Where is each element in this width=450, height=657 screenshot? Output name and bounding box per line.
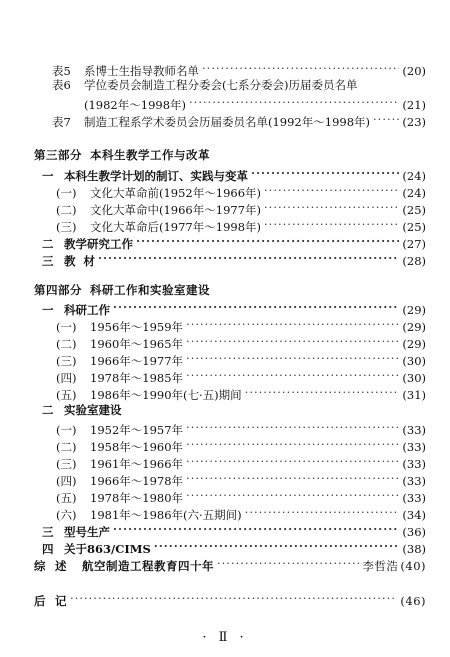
toc-entry-title: 1966年～1978年: [90, 474, 184, 488]
toc-entry-page: (33): [402, 440, 426, 454]
toc-entry-page: (25): [402, 203, 426, 217]
toc-entry-number: 二: [42, 237, 54, 251]
dot-leader: [245, 505, 400, 519]
toc-entry-page: (28): [402, 254, 426, 268]
toc-part-title: 本科生教学工作与改革: [90, 148, 210, 162]
toc-subsection: [56, 488, 426, 505]
toc-entry-title: 1956年～1959年: [90, 320, 184, 334]
toc-entry-title: (1982年～1998年): [84, 98, 187, 112]
toc-section: [42, 522, 426, 539]
toc-entry-number: 表7: [52, 115, 71, 129]
toc-part-number: 第三部分: [34, 148, 82, 162]
toc-section: [42, 166, 426, 183]
dot-leader: [264, 217, 399, 231]
toc-part-four: [34, 283, 426, 297]
toc-subsection: [56, 437, 426, 454]
dot-leader: [186, 488, 399, 502]
toc-entry-page: (21): [402, 98, 426, 112]
dot-leader: [186, 437, 399, 451]
toc-entry-title: 制造工程系学术委员会历届委员名单(1992年～1998年): [84, 115, 371, 129]
toc-entry-title: 科研工作: [64, 303, 110, 317]
toc-entry-number: 表5: [52, 64, 71, 78]
dot-leader: [373, 112, 399, 126]
dot-leader: [113, 300, 399, 314]
toc-entry-number: (四): [56, 371, 77, 385]
toc-subsection: [56, 183, 426, 200]
toc-entry-number: (四): [56, 474, 77, 488]
toc-entry-number: 三: [42, 525, 54, 539]
toc-subsection: [56, 385, 426, 402]
page-number: · Ⅱ ·: [202, 630, 248, 645]
toc-entry-page: (24): [402, 169, 426, 183]
toc-subsection: [56, 351, 426, 368]
toc-entry-title: 1981年～1986年(六·五期间): [90, 508, 242, 522]
toc-entry-number: 一: [42, 169, 54, 183]
toc-entry-table5: [52, 61, 426, 78]
toc-section: [42, 300, 426, 317]
toc-entry-number: 后 记: [34, 594, 68, 608]
toc-entry-title: 1952年～1957年: [90, 423, 184, 437]
toc-entry-number: (二): [56, 203, 77, 217]
toc-entry-page: (30): [402, 354, 426, 368]
dot-leader: [136, 234, 399, 248]
toc-entry-title: 文化大革命中(1966年～1977年): [90, 203, 262, 217]
toc-entry-page: (29): [402, 320, 426, 334]
toc-part-number: 第四部分: [34, 283, 82, 297]
toc-entry-page: (23): [402, 115, 426, 129]
toc-entry-number: (五): [56, 388, 77, 402]
toc-entry-number: 三: [42, 254, 54, 268]
toc-entry-number: 四: [42, 542, 54, 556]
dot-leader: [98, 251, 399, 265]
toc-subsection: [56, 368, 426, 385]
toc-entry-title: 航空制造工程教育四十年: [82, 559, 214, 573]
toc-entry-title: 1960年～1965年: [90, 337, 184, 351]
toc-subsection: [56, 505, 426, 522]
toc-entry-title: 本科生教学计划的制订、实践与变革: [64, 169, 248, 183]
toc-subsection: [56, 454, 426, 471]
toc-entry-number: (一): [56, 423, 77, 437]
dot-leader: [186, 368, 399, 382]
toc-entry-title: 1978年～1980年: [90, 491, 184, 505]
dot-leader: [245, 385, 400, 399]
toc-entry-page: (33): [402, 423, 426, 437]
dot-leader: [186, 471, 399, 485]
dot-leader: [189, 95, 399, 109]
toc-entry-page: (29): [402, 337, 426, 351]
toc-entry-title: 型号生产: [64, 525, 110, 539]
dot-leader: [186, 420, 399, 434]
toc-entry-number: (六): [56, 508, 77, 522]
toc-entry-table7: [52, 112, 426, 129]
toc-entry-page: (33): [402, 474, 426, 488]
toc-entry-page: (38): [402, 542, 426, 556]
toc-entry-title: 1961年～1966年: [90, 457, 184, 471]
dot-leader: [70, 591, 397, 605]
toc-summary: [34, 556, 426, 573]
toc-entry-title: 教学研究工作: [64, 237, 133, 251]
toc-entry-number: (三): [56, 457, 77, 471]
toc-entry-number: (五): [56, 491, 77, 505]
toc-entry-page: (31): [402, 388, 426, 402]
toc-subsection: [56, 200, 426, 217]
toc-subsection: [56, 471, 426, 488]
toc-entry-number: (三): [56, 354, 77, 368]
toc-entry-number: 二: [42, 403, 54, 417]
dot-leader: [186, 317, 399, 331]
toc-subsection: [56, 420, 426, 437]
toc-entry-title: 1966年～1977年: [90, 354, 184, 368]
dot-leader: [186, 334, 399, 348]
toc-entry-page: (46): [400, 594, 426, 608]
toc-entry-number: (一): [56, 320, 77, 334]
toc-entry-title: 学位委员会制造工程分委会(七系分委会)历届委员名单: [84, 78, 358, 92]
toc-entry-page: (24): [402, 186, 426, 200]
toc-entry-page: (34): [402, 508, 426, 522]
toc-afterword: [34, 591, 426, 608]
toc-entry-title: 1958年～1960年: [90, 440, 184, 454]
dot-leader: [251, 166, 399, 180]
toc-entry-page: (40): [400, 559, 426, 573]
toc-entry-number: (二): [56, 337, 77, 351]
toc-section: [42, 234, 426, 251]
toc-entry-page: (30): [402, 371, 426, 385]
dot-leader: [154, 539, 400, 553]
toc-entry-page: (33): [402, 457, 426, 471]
toc-entry-table6: [52, 78, 426, 92]
dot-leader: [217, 556, 359, 570]
toc-entry-page: (36): [402, 525, 426, 539]
toc-entry-table6-continued: [84, 95, 426, 112]
toc-part-three: [34, 148, 426, 162]
dot-leader: [113, 522, 399, 536]
toc-entry-number: 表6: [52, 78, 71, 92]
dot-leader: [186, 351, 399, 365]
toc-subsection: [56, 217, 426, 234]
toc-subsection: [56, 317, 426, 334]
toc-entry-title: 教 材: [64, 254, 96, 268]
toc-entry-page: (33): [402, 491, 426, 505]
toc-section: [42, 251, 426, 268]
toc-part-title: 科研工作和实验室建设: [90, 283, 210, 297]
toc-entry-title: 文化大革命前(1952年～1966年): [90, 186, 262, 200]
toc-entry-number: 综 述: [34, 559, 68, 573]
toc-entry-title: 系博士生指导教师名单: [84, 64, 199, 78]
toc-entry-number: (二): [56, 440, 77, 454]
toc-entry-page: (27): [402, 237, 426, 251]
toc-entry-page: (25): [402, 220, 426, 234]
toc-entry-number: (一): [56, 186, 77, 200]
toc-entry-title: 1978年～1985年: [90, 371, 184, 385]
toc-section: [42, 403, 426, 417]
toc-subsection: [56, 334, 426, 351]
dot-leader: [186, 454, 399, 468]
dot-leader: [264, 183, 399, 197]
toc-entry-page: (29): [402, 303, 426, 317]
toc-entry-author: 李哲浩: [362, 559, 399, 573]
toc-entry-title: 1986年～1990年(七·五)期间: [90, 388, 242, 402]
dot-leader: [202, 61, 399, 75]
toc-entry-number: (三): [56, 220, 77, 234]
dot-leader: [264, 200, 399, 214]
toc-entry-title: 关于863/CIMS: [64, 542, 151, 556]
toc-entry-title: 文化大革命后(1977年～1998年): [90, 220, 262, 234]
toc-entry-page: (20): [402, 64, 426, 78]
toc-entry-title: 实验室建设: [64, 403, 122, 417]
toc-section: [42, 539, 426, 556]
toc-entry-number: 一: [42, 303, 54, 317]
